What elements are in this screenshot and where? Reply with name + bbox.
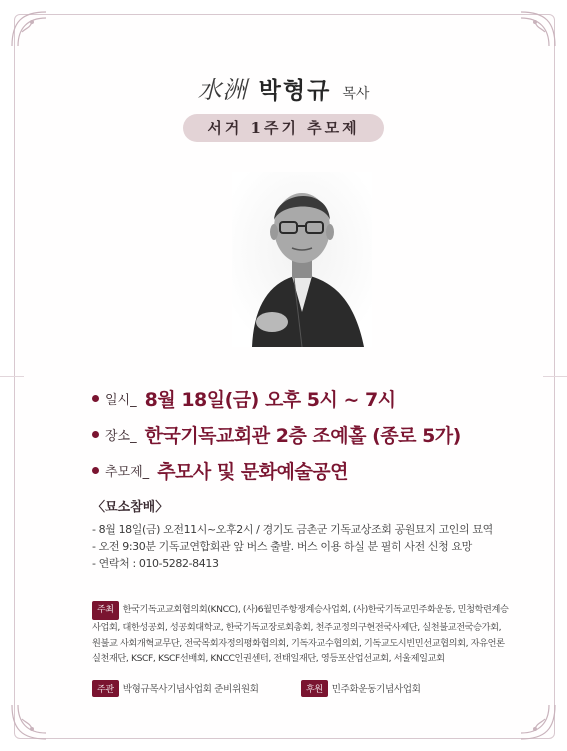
place-label: 장소_: [105, 428, 137, 444]
event-date-row: [92, 385, 396, 411]
event-program-row: [92, 457, 348, 483]
bullet-icon: [92, 431, 99, 438]
date-value: 8월 18일(금) 오후 5시 ~ 7시: [144, 388, 396, 411]
bullet-icon: [92, 467, 99, 474]
date-label: 일시_: [105, 392, 137, 408]
corner-ornament: [517, 701, 559, 743]
corner-ornament: [8, 701, 50, 743]
page-title: [0, 70, 567, 105]
grave-visit-title: 〈묘소참배〉: [92, 500, 169, 515]
corner-ornament: [517, 8, 559, 50]
person-name: 박형규: [258, 77, 332, 104]
divider: [0, 376, 24, 377]
sponsor-text: 민주화운동기념사업회: [331, 684, 421, 695]
organizer-text: 박형규목사기념사업회 준비위원회: [122, 684, 259, 695]
place-value: 한국기독교회관 2층 조예홀 (종로 5가): [144, 424, 461, 447]
grave-visit-line: - 8월 18일(금) 오전11시~오후2시 / 경기도 금촌군 기독교상조회 공원묘지 고인의 묘역: [92, 523, 493, 536]
organizer-label: 주관: [92, 680, 119, 697]
grave-visit-line: - 연락처 : 010-5282-8413: [92, 557, 219, 570]
bullet-icon: [92, 395, 99, 402]
hosts-label: 주최: [92, 601, 119, 620]
organizer-row: [92, 680, 259, 697]
divider: [543, 376, 567, 377]
subtitle-badge: 서거 1주기 추모제: [183, 114, 384, 142]
hosts-block: [92, 601, 512, 666]
pen-name: 水洲: [197, 76, 248, 104]
corner-ornament: [8, 8, 50, 50]
portrait-photo: [232, 172, 372, 347]
sponsor-label: 후원: [301, 680, 328, 697]
program-value: 추모사 및 문화예술공연: [157, 460, 348, 483]
grave-visit-line: - 오전 9:30분 기독교연합회관 앞 버스 출발. 버스 이용 하실 분 필히 사전 신청 요망: [92, 540, 472, 553]
program-label: 추모제_: [105, 464, 150, 480]
event-place-row: [92, 421, 461, 447]
sponsor-row: [301, 680, 421, 697]
hosts-text: 한국기독교교회협의회(KNCC), (사)6월민주항쟁계승사업회, (사)한국기독교민주화운동, 민청학련계승사업회, 대한성공회, 성공회대학교, 한국기독교장로회총회, 천주교정의구현전국사제단, 실천불교전국승가회, 원불교 사회개혁교무단, 전국목회자정의평화협의회, 기독자교수협의회, 기독교도시빈민선교협의회, 자유언론실천재단, KSCF, KSCF선배회, KNCC인권센터, 전태일재단, 영등포산업선교회, 서울제일교회: [92, 604, 509, 664]
person-title: 목사: [342, 86, 370, 102]
